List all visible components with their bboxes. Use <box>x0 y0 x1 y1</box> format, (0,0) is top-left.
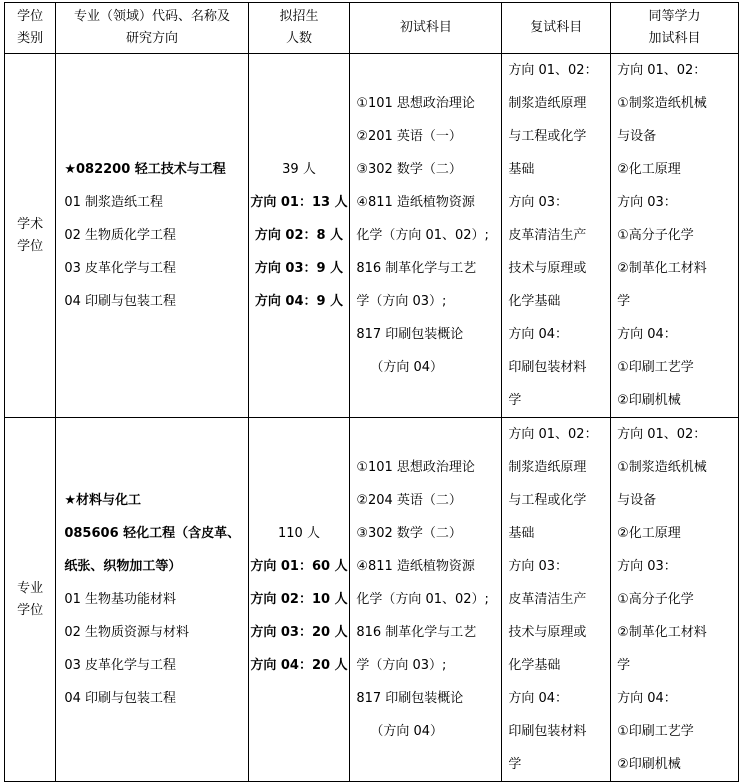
table-row <box>5 418 739 782</box>
cell-line: 纸张、织物加工等） <box>64 559 182 574</box>
cell-line: ②印刷机械 <box>617 393 681 408</box>
cell-line: 学位 <box>17 238 44 254</box>
header-first-exam <box>350 3 502 54</box>
cell-line: 方向 02：8 人 <box>254 228 344 243</box>
retest-cell <box>502 54 611 418</box>
cell-line: （方向 04） <box>370 360 444 375</box>
cell-line: 方向 03：20 人 <box>250 625 348 640</box>
cell-line: ②化工原理 <box>617 526 681 541</box>
cell-line: 方向 03： <box>617 559 677 574</box>
cell-line: 研究方向 <box>125 31 178 46</box>
cell-line: 皮革清洁生产 <box>508 228 587 243</box>
cell-line: 方向 04：20 人 <box>250 658 348 673</box>
cell-line: ①印刷工艺学 <box>617 724 694 739</box>
admission-table <box>4 2 739 782</box>
cell-line: 04 印刷与包装工程 <box>64 691 177 706</box>
cell-line: 方向 04： <box>617 691 677 706</box>
cell-line: 化学基础 <box>508 294 561 309</box>
cell-line: 与设备 <box>617 493 657 508</box>
cell-line: 110 人 <box>278 526 320 541</box>
degree-type-cell <box>5 418 56 782</box>
cell-line: ①101 思想政治理论 <box>356 96 475 111</box>
cell-line: ④811 造纸植物资源 <box>356 559 475 574</box>
cell-line: 01 制浆造纸工程 <box>64 195 164 210</box>
cell-line: 化学（方向 01、02）; <box>356 592 489 607</box>
cell-line: 学位 <box>17 9 44 24</box>
cell-line: 类别 <box>17 31 44 46</box>
cell-line: 03 皮革化学与工程 <box>64 261 177 276</box>
cell-line: ④811 造纸植物资源 <box>356 195 475 210</box>
cell-line: ②201 英语（一） <box>356 129 462 144</box>
cell-line: ②制革化工材料 <box>617 261 707 276</box>
cell-line: 技术与原理或 <box>508 625 587 640</box>
cell-line: 方向 01、02： <box>617 63 707 78</box>
cell-line: 印刷包装材料 <box>508 724 587 739</box>
header-extra-exam <box>611 3 739 54</box>
cell-line: 人数 <box>285 31 312 46</box>
cell-line: 技术与原理或 <box>508 261 587 276</box>
cell-line: （方向 04） <box>370 724 444 739</box>
header-degree-type <box>5 3 56 54</box>
first-exam-cell <box>350 54 502 418</box>
cell-line: 方向 01、02： <box>617 427 707 442</box>
extra-exam-cell <box>611 54 739 418</box>
cell-line: ②制革化工材料 <box>617 625 707 640</box>
cell-line: 方向 03：9 人 <box>254 261 344 276</box>
cell-line: 方向 02：10 人 <box>250 592 348 607</box>
cell-line: ②204 英语（二） <box>356 493 462 508</box>
cell-line: 专业（领域）代码、名称及 <box>73 9 230 24</box>
cell-line: 学位 <box>17 602 44 618</box>
cell-line: 加试科目 <box>648 31 701 46</box>
major-cell <box>56 54 248 418</box>
cell-line: 方向 04：9 人 <box>254 294 344 309</box>
header-quota <box>248 3 350 54</box>
cell-line: ③302 数学（二） <box>356 526 462 541</box>
retest-cell <box>502 418 611 782</box>
cell-line: 学（方向 03）; <box>356 294 447 309</box>
cell-line: 方向 01、02： <box>508 63 598 78</box>
major-cell <box>56 418 248 782</box>
cell-line: 方向 04： <box>508 327 569 342</box>
extra-exam-cell <box>611 418 739 782</box>
cell-line: ★材料与化工 <box>64 493 141 508</box>
cell-line: 制浆造纸原理 <box>508 96 587 111</box>
cell-line: 方向 01、02： <box>508 427 598 442</box>
cell-line: 基础 <box>508 162 535 177</box>
cell-line: 方向 03： <box>508 559 569 574</box>
cell-line: 方向 03： <box>508 195 569 210</box>
cell-line: 学 <box>617 658 631 673</box>
cell-line: ③302 数学（二） <box>356 162 462 177</box>
cell-line: 方向 04： <box>508 691 569 706</box>
cell-line: ①高分子化学 <box>617 592 694 607</box>
cell-line: 同等学力 <box>648 9 701 24</box>
table-header <box>5 3 739 54</box>
cell-line: ★082200 轻工技术与工程 <box>64 162 226 177</box>
cell-line: 817 印刷包装概论 <box>356 327 464 342</box>
cell-line: ②化工原理 <box>617 162 681 177</box>
cell-line: 化学（方向 01、02）; <box>356 228 489 243</box>
cell-line: 02 生物质化学工程 <box>64 228 177 243</box>
header-retest <box>502 3 611 54</box>
cell-line: 学 <box>508 393 522 408</box>
cell-line: 学 <box>617 294 631 309</box>
cell-line: 专业 <box>17 580 44 596</box>
quota-cell <box>248 54 350 418</box>
cell-line: 816 制革化学与工艺 <box>356 261 477 276</box>
cell-line: 化学基础 <box>508 658 561 673</box>
cell-line: ①制浆造纸机械 <box>617 96 707 111</box>
cell-line: 817 印刷包装概论 <box>356 691 464 706</box>
cell-line: 与设备 <box>617 129 657 144</box>
cell-line: 拟招生 <box>279 9 319 24</box>
cell-line: ①印刷工艺学 <box>617 360 694 375</box>
cell-line: 816 制革化学与工艺 <box>356 625 477 640</box>
cell-line: 制浆造纸原理 <box>508 460 587 475</box>
header-major <box>56 3 248 54</box>
cell-line: 方向 04： <box>617 327 677 342</box>
cell-line: 39 人 <box>282 162 316 177</box>
cell-line: 方向 01：60 人 <box>250 559 348 574</box>
cell-line: 学术 <box>17 216 44 232</box>
first-exam-cell <box>350 418 502 782</box>
cell-line: 02 生物质资源与材料 <box>64 625 190 640</box>
cell-line: 方向 01：13 人 <box>250 195 348 210</box>
cell-line: 与工程或化学 <box>508 493 587 508</box>
cell-line: 初试科目 <box>399 20 452 35</box>
cell-line: 学 <box>508 757 522 772</box>
cell-line: 皮革清洁生产 <box>508 592 587 607</box>
cell-line: 085606 轻化工程（含皮革、 <box>64 526 241 541</box>
cell-line: 印刷包装材料 <box>508 360 587 375</box>
cell-line: 01 生物基功能材料 <box>64 592 177 607</box>
cell-line: 基础 <box>508 526 535 541</box>
cell-line: 学（方向 03）; <box>356 658 447 673</box>
cell-line: ①制浆造纸机械 <box>617 460 707 475</box>
cell-line: 04 印刷与包装工程 <box>64 294 177 309</box>
cell-line: 复试科目 <box>530 20 583 35</box>
cell-line: 方向 03： <box>617 195 677 210</box>
cell-line: ①高分子化学 <box>617 228 694 243</box>
degree-type-cell <box>5 54 56 418</box>
cell-line: ②印刷机械 <box>617 757 681 772</box>
cell-line: 03 皮革化学与工程 <box>64 658 177 673</box>
cell-line: ①101 思想政治理论 <box>356 460 475 475</box>
table-row <box>5 54 739 418</box>
cell-line: 与工程或化学 <box>508 129 587 144</box>
header-row <box>5 3 739 54</box>
quota-cell <box>248 418 350 782</box>
